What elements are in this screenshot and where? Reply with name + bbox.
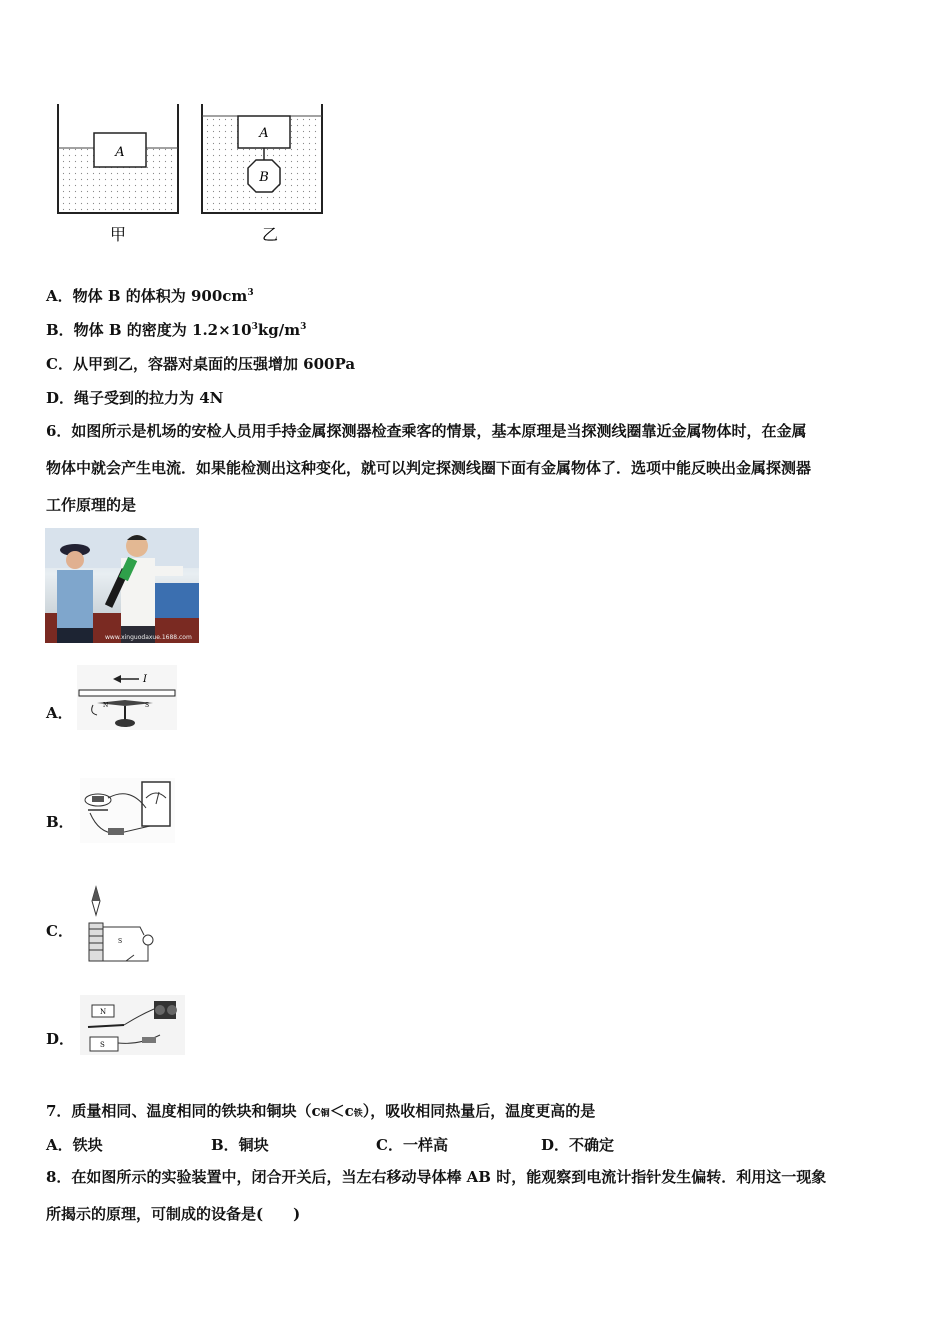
q6-option-b-label: B． (46, 813, 74, 831)
q6-option-d-label: D． (46, 1030, 75, 1048)
container-jia (58, 104, 178, 213)
q6-option-c-figure (82, 885, 160, 967)
q7-option-b: B．铜块 (211, 1136, 269, 1154)
svg-text:S: S (100, 1041, 105, 1049)
q6-option-c-label: C． (46, 922, 73, 940)
block-a-label: A (115, 145, 125, 160)
q6-option-a-figure (77, 665, 177, 730)
q5-option-a: A．物体 B 的体积为 $900cm^3$ (46, 287, 254, 305)
q5-option-b: B．物体 B 的密度为 $1.2\times 10^3kg/m^3$ (46, 321, 307, 339)
buoyancy-figure (50, 100, 330, 250)
q8-stem: 8．在如图所示的实验装置中，闭合开关后，当左右移动导体棒 AB 时，能观察到电流计指针发生偏转．利用这一现象 所揭示的原理，可制成的设备是( ) (46, 1168, 827, 1223)
q6-option-b-figure (80, 778, 175, 843)
photo-watermark: www.xinguodaxue.1688.com (105, 634, 192, 641)
ball-b-label: B (259, 170, 269, 185)
q7-options (46, 1134, 706, 1155)
container-yi (202, 104, 322, 213)
label-yi: 乙 (261, 225, 279, 244)
q5-option-d: D．绳子受到的拉力为 4N (46, 389, 224, 407)
label-jia: 甲 (109, 225, 127, 244)
q6-option-d-figure (80, 995, 185, 1055)
q7-stem: 7．质量相同、温度相同的铁块和铜块（c铜＜c铁），吸收相同热量后，温度更高的是 (46, 1102, 596, 1120)
current-label: I (143, 674, 147, 685)
svg-text:S: S (145, 702, 150, 709)
svg-text:N: N (103, 702, 109, 709)
q7-option-a: A．铁块 (46, 1136, 103, 1154)
q6-stem: 6．如图所示是机场的安检人员用手持金属探测器检查乘客的情景，基本原理是当探测线圈靠近金属物体时，在金属 物体中就会产生电流．如果能检测出这种变化，就可以判定探测线圈下面有金属物体了．选项中能反映出金属探测器 工作原理的是 (46, 422, 812, 514)
q6-option-a-label: A． (46, 704, 73, 722)
svg-text:N: N (100, 1008, 107, 1016)
q7-option-d: D．不确定 (541, 1136, 615, 1154)
block-a2-label: A (259, 126, 269, 141)
svg-text:S: S (118, 938, 123, 945)
q7-option-c: C．一样高 (376, 1136, 448, 1154)
security-check-photo (45, 528, 199, 643)
q5-option-c: C．从甲到乙，容器对桌面的压强增加 600Pa (46, 355, 356, 373)
